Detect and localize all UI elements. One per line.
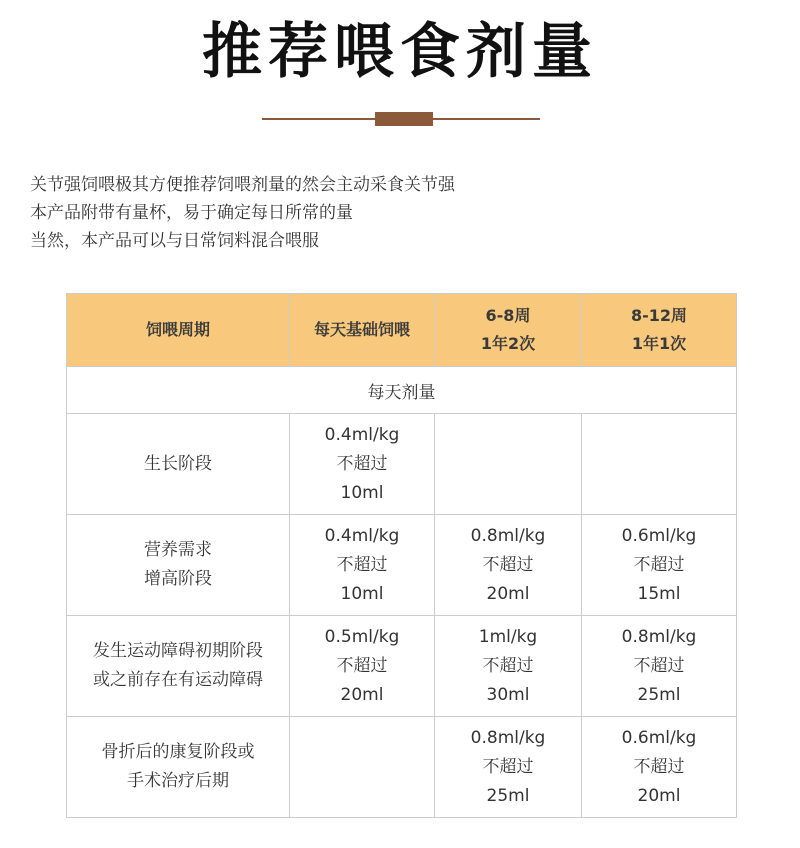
header-8-12-weeks: 8-12周 1年1次 <box>582 294 737 367</box>
header-6-8-weeks: 6-8周 1年2次 <box>435 294 582 367</box>
page-title: 推荐喂食剂量 <box>202 17 598 87</box>
dose-cell-empty <box>435 414 582 515</box>
table-row <box>67 515 737 616</box>
table-header-row <box>67 294 737 367</box>
table-subheader-row <box>67 367 737 414</box>
row-label: 骨折后的康复阶段或 手术治疗后期 <box>67 717 290 818</box>
dose-cell: 0.6ml/kg 不超过 15ml <box>582 515 737 616</box>
header-feeding-period: 饲喂周期 <box>67 294 290 367</box>
dose-cell: 0.6ml/kg 不超过 20ml <box>582 717 737 818</box>
dose-cell-empty <box>290 717 435 818</box>
table-row <box>67 414 737 515</box>
table-row <box>67 616 737 717</box>
row-label: 发生运动障碍初期阶段 或之前存在有运动障碍 <box>67 616 290 717</box>
dose-cell: 0.8ml/kg 不超过 25ml <box>435 717 582 818</box>
row-label: 生长阶段 <box>67 414 290 515</box>
table-row <box>67 717 737 818</box>
intro-line: 关节强饲喂极其方便推荐饲喂剂量的然会主动采食关节强 <box>30 175 455 195</box>
dose-cell: 0.4ml/kg 不超过 10ml <box>290 414 435 515</box>
row-label: 营养需求 增高阶段 <box>67 515 290 616</box>
intro-line: 当然，本产品可以与日常饲料混合喂服 <box>30 231 319 251</box>
dose-cell: 0.5ml/kg 不超过 20ml <box>290 616 435 717</box>
intro-text <box>30 171 455 255</box>
intro-line: 本产品附带有量杯，易于确定每日所常的量 <box>30 203 353 223</box>
dose-cell: 0.8ml/kg 不超过 25ml <box>582 616 737 717</box>
dosage-table <box>66 293 737 818</box>
dose-cell-empty <box>582 414 737 515</box>
title-divider-accent <box>375 112 433 126</box>
header-daily-base: 每天基础饲喂 <box>290 294 435 367</box>
dose-cell: 0.4ml/kg 不超过 10ml <box>290 515 435 616</box>
daily-dose-label: 每天剂量 <box>67 367 737 414</box>
dose-cell: 0.8ml/kg 不超过 20ml <box>435 515 582 616</box>
dose-cell: 1ml/kg 不超过 30ml <box>435 616 582 717</box>
